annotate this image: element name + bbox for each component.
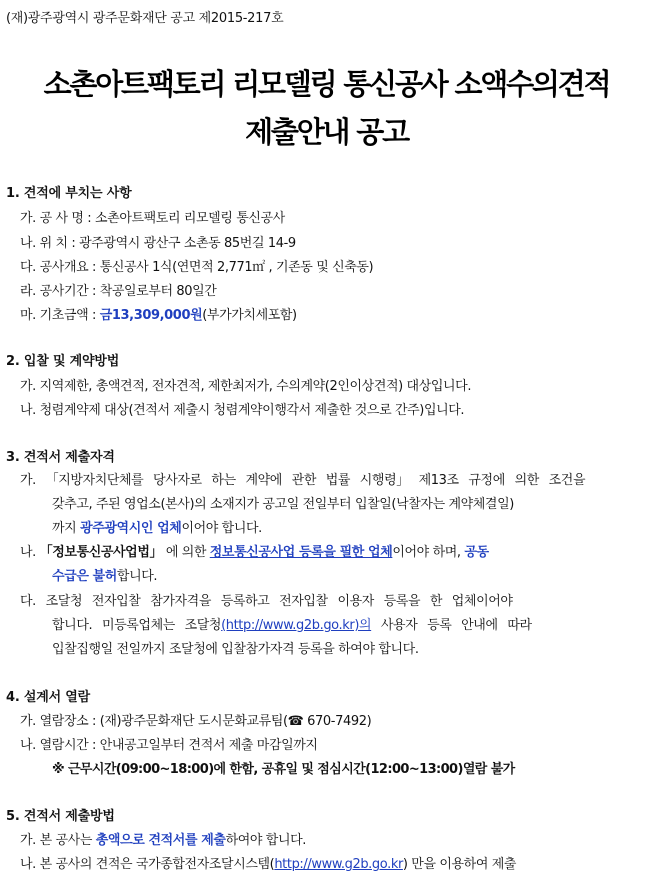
s5-a-suffix: 하여야 합니다. — [225, 833, 306, 848]
s5-a-prefix: 가. 본 공사는 — [20, 833, 96, 848]
s1-item-a: 가. 공 사 명 : 소촌아트팩토리 리모델링 통신공사 — [20, 211, 285, 226]
s1-item-b: 나. 위 치 : 광주광역시 광산구 소촌동 85번길 14-9 — [20, 236, 296, 251]
law-reference: 「정보통신공사업법」 — [39, 545, 163, 560]
s2-item-b: 나. 청렴계약제 대상(견적서 제출시 청렴계약이행각서 제출한 것으로 간주)입니다. — [20, 403, 465, 418]
s3-item-a-line2: 갖추고, 주된 영업소(본사)의 소재지가 공고일 전일부터 입찰일(낙찰자는 계약체결일) — [52, 497, 514, 512]
base-amount: 금13,309,000원 — [99, 308, 203, 323]
s5-b-prefix: 나. 본 공사의 견적은 국가종합전자조달시스템( — [20, 857, 275, 872]
s5-b-suffix: ) 만을 이용하여 제출 — [402, 857, 517, 872]
s3-item-a-line3 — [52, 517, 262, 536]
s3-a3-prefix: 까지 — [52, 521, 81, 536]
section-4-heading: 4. 설계서 열람 — [6, 690, 91, 705]
s3-c2-suffix: 사용자 등록 안내에 따라 — [371, 618, 532, 633]
s4-item-a: 가. 열람장소 : (재)광주문화재단 도시문화교류팀(☎ 670-7492) — [20, 714, 372, 729]
registration-requirement: 정보통신공사업 등록을 필한 업체 — [209, 545, 393, 560]
s3-c2-prefix: 합니다. 미등록업체는 조달청 — [52, 618, 222, 633]
s3-b1-mid2: 이어야 하며, — [392, 545, 465, 560]
s3-b2-suffix: 합니다. — [116, 569, 158, 584]
section-1-heading: 1. 견적에 부치는 사항 — [6, 186, 132, 201]
s5-item-a — [20, 829, 306, 848]
s1-item-d: 라. 공사기간 : 착공일로부터 80일간 — [20, 284, 217, 299]
s2-item-a: 가. 지역제한, 총액견적, 전자견적, 제한최저가, 수의계약(2인이상견적) 대상입니다. — [20, 379, 472, 394]
section-5-heading: 5. 견적서 제출방법 — [6, 809, 115, 824]
s1-item-e — [20, 304, 297, 323]
s3-item-c-line2 — [52, 614, 532, 633]
s3-b1-mid: 에 의한 — [162, 545, 210, 560]
section-2-heading: 2. 입찰 및 계약방법 — [6, 354, 120, 369]
s1-item-e-prefix: 마. 기초금액 : — [20, 308, 100, 323]
region-requirement: 광주광역시인 업체 — [80, 521, 182, 536]
office-hours-note: ※ 근무시간(09:00~18:00)에 한함, 공휴일 및 점심시간(12:00~13:00)열람 불가 — [52, 762, 515, 777]
s5-item-b — [20, 853, 516, 872]
page-title-line1: 소촌아트팩토리 리모델링 통신공사 소액수의견적 — [43, 67, 610, 101]
s3-b1-prefix: 나. — [20, 545, 40, 560]
notice-header: (재)광주광역시 광주문화재단 공고 제2015-217호 — [6, 11, 284, 26]
s1-item-c: 다. 공사개요 : 통신공사 1식(연면적 2,771㎡ , 기존동 및 신축동) — [20, 260, 374, 275]
g2b-link[interactable]: (http://www.g2b.go.kr)의 — [221, 618, 372, 633]
section-3-heading: 3. 견적서 제출자격 — [6, 450, 115, 465]
s4-item-b: 나. 열람시간 : 안내공고일부터 견적서 제출 마감일까지 — [20, 738, 318, 753]
lump-sum-requirement: 총액으로 견적서를 제출 — [95, 833, 226, 848]
s3-item-c-line1: 다. 조달청 전자입찰 참가자격을 등록하고 전자입찰 이용자 등록을 한 업체이어야 — [20, 594, 513, 609]
joint-bid-not-allowed: 수급은 불허 — [52, 569, 117, 584]
s3-a3-suffix: 이어야 합니다. — [181, 521, 262, 536]
s3-item-b-line2 — [52, 565, 157, 584]
s3-item-b-line1 — [20, 541, 489, 560]
s3-item-c-line3: 입찰집행일 전일까지 조달청에 입찰참가자격 등록을 하여야 합니다. — [52, 642, 419, 657]
g2b-link-2[interactable]: http://www.g2b.go.kr — [274, 857, 403, 872]
joint-bid-label: 공동 — [464, 545, 489, 560]
s1-item-e-suffix: (부가가치세포함) — [202, 308, 297, 323]
s3-item-a-line1: 가. 「지방자치단체를 당사자로 하는 계약에 관한 법률 시행령」 제13조 규정에 의한 조건을 — [20, 473, 586, 488]
page-title-line2: 제출안내 공고 — [245, 115, 408, 149]
